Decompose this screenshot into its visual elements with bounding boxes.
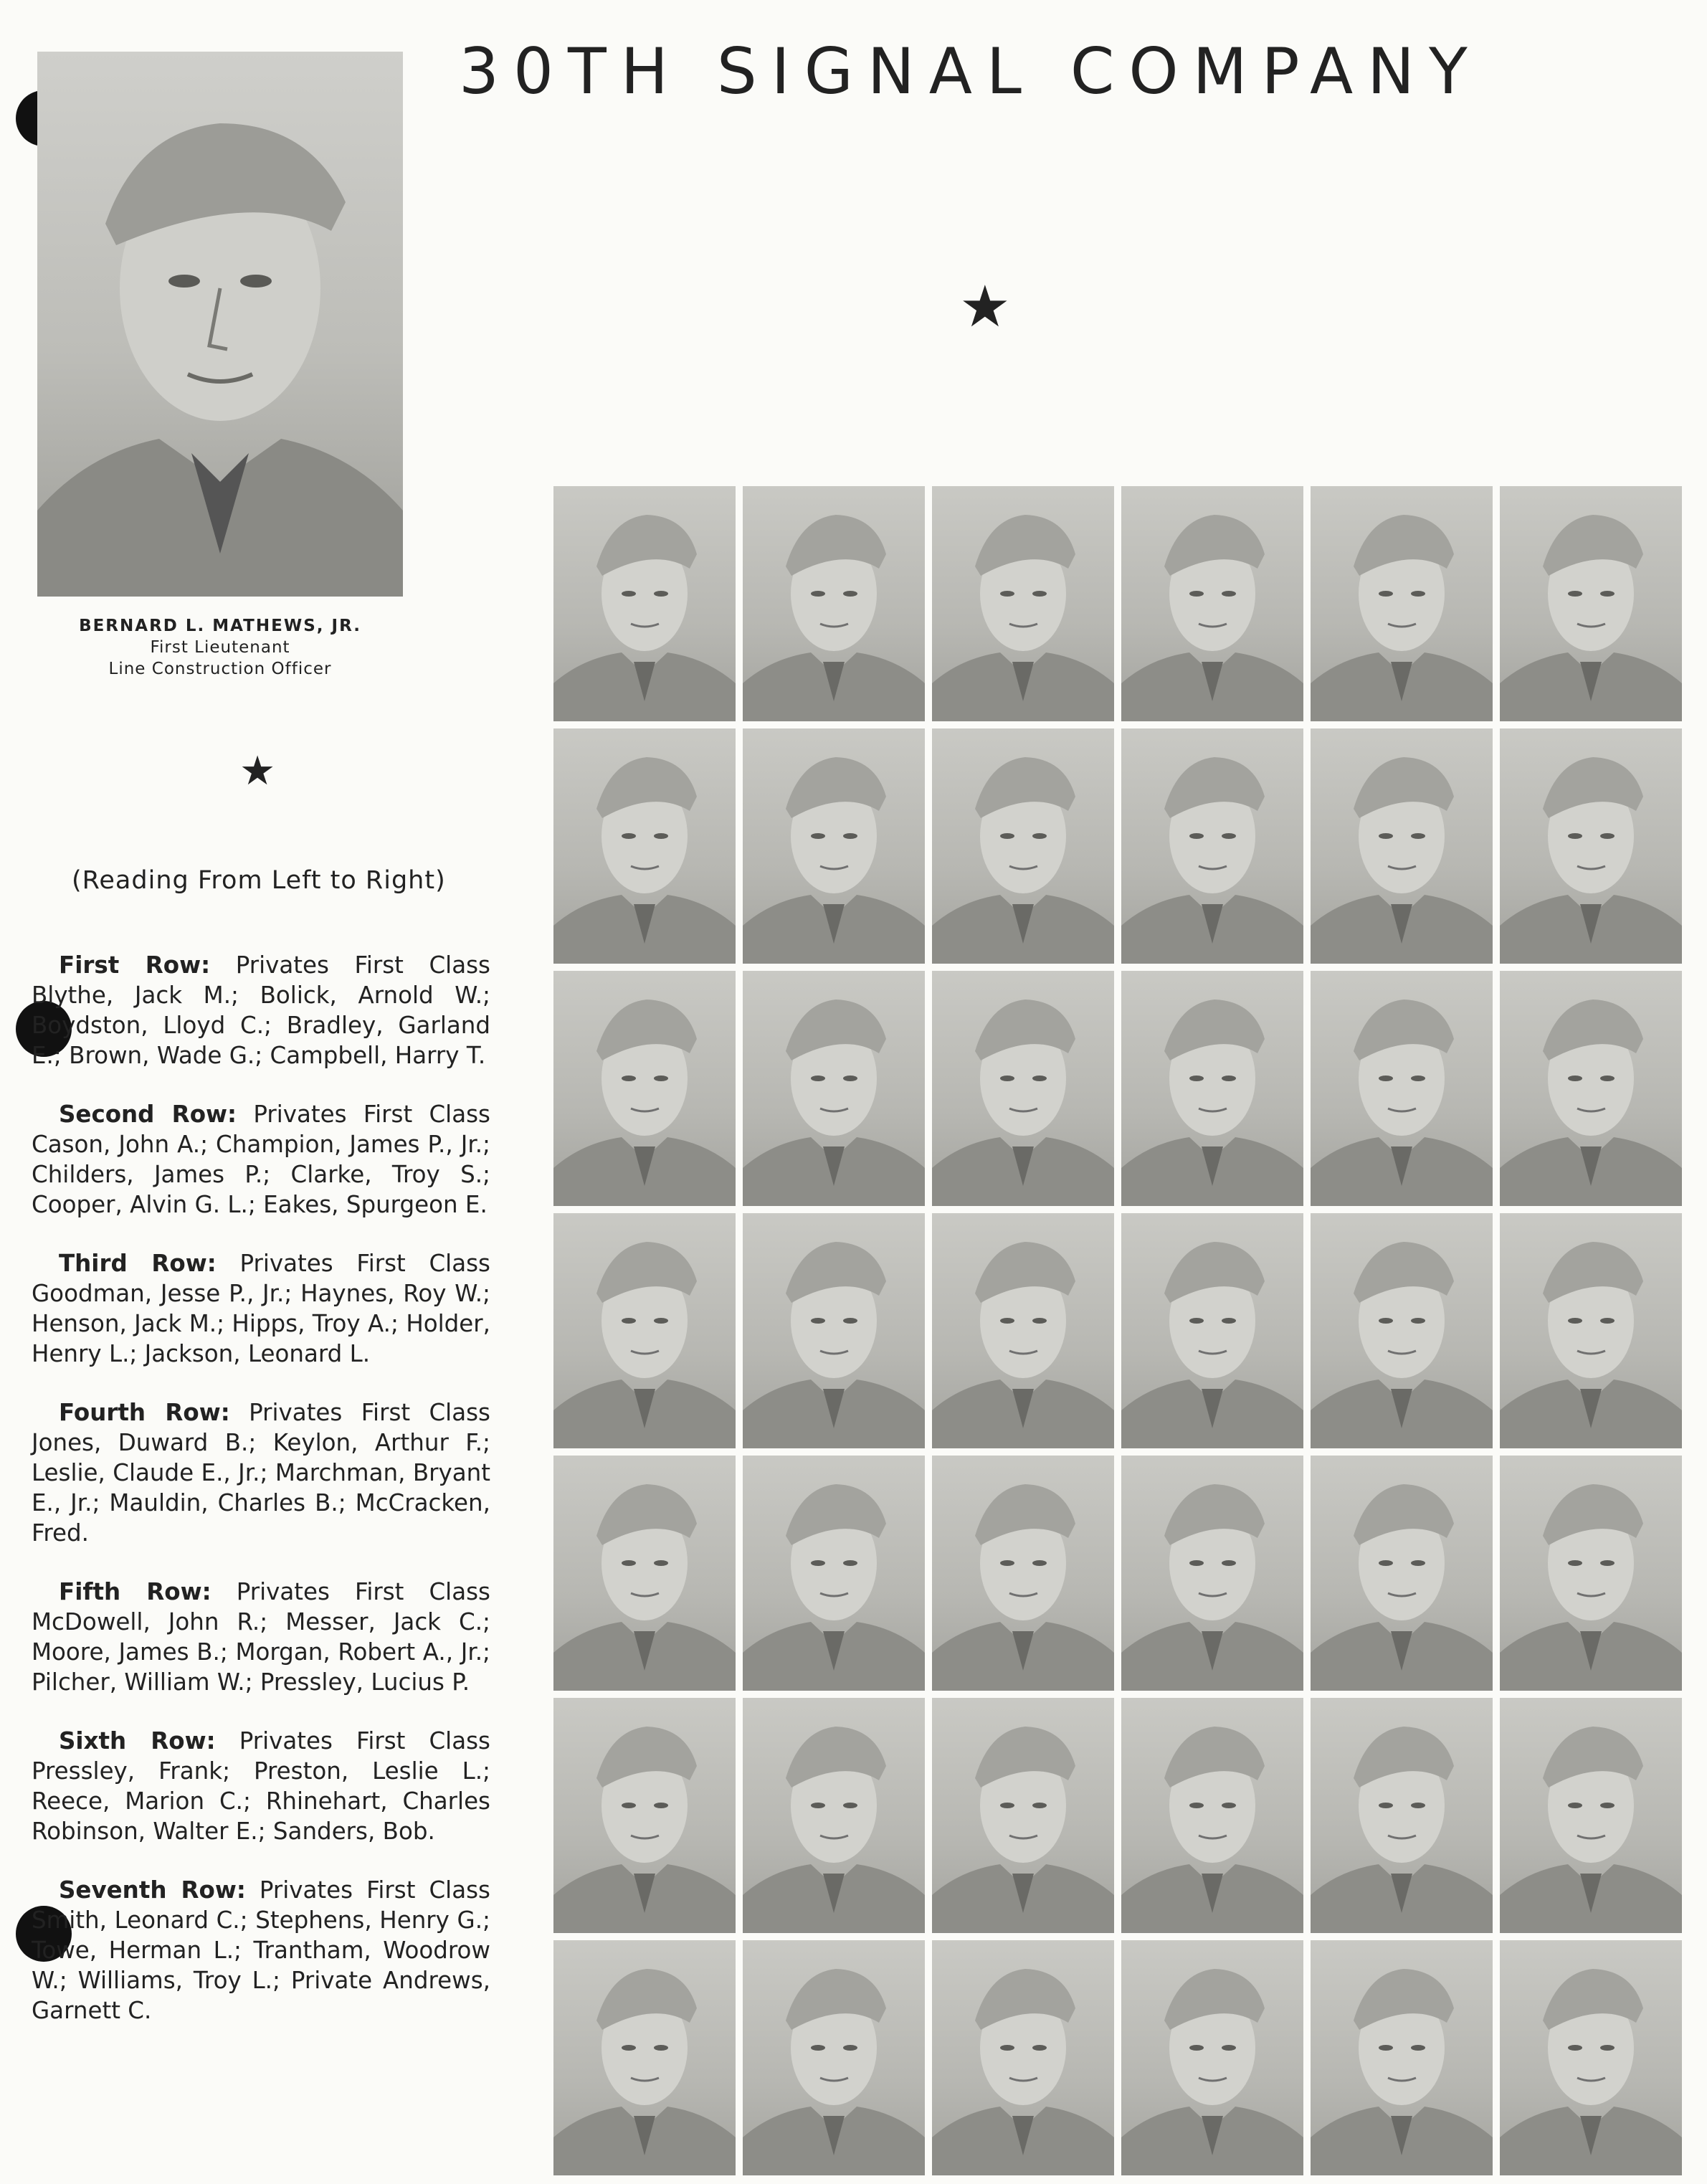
- soldier-portrait: [1311, 1213, 1493, 1448]
- soldier-portrait: [1500, 728, 1682, 964]
- page-title: 30TH SIGNAL COMPANY: [459, 34, 1482, 108]
- soldier-portrait: [1121, 971, 1303, 1206]
- reading-note: (Reading From Left to Right): [72, 866, 446, 895]
- soldier-portrait: [1121, 1456, 1303, 1691]
- soldier-portrait: [932, 1213, 1114, 1448]
- soldier-portrait: [1500, 486, 1682, 721]
- soldier-portrait: [1121, 1698, 1303, 1933]
- row-entry: First Row: Privates First Class Blythe, Jack M.; Bolick, Arnold W.; Boydston, Lloyd C.; Bradley, Garland E.; Brown, Wade G.; Campbell, Harry T.: [32, 951, 490, 1069]
- row-entry: Second Row: Privates First Class Cason, John A.; Champion, James P., Jr.; Childers, James P.; Clarke, Troy S.; Cooper, Alvin G. L.; Eakes, Spurgeon E.: [32, 1100, 490, 1218]
- soldier-portrait: [932, 728, 1114, 964]
- soldier-portrait: [743, 728, 925, 964]
- row-listing: [32, 926, 490, 2054]
- soldier-portrait: [743, 1698, 925, 1933]
- soldier-portrait: [743, 1940, 925, 2175]
- soldier-portrait: [1500, 971, 1682, 1206]
- soldier-portrait: [553, 971, 736, 1206]
- soldier-portrait: [1311, 1456, 1493, 1691]
- soldier-portrait: [553, 486, 736, 721]
- row-entry: Seventh Row: Privates First Class Smith, Leonard C.; Stephens, Henry G.; Towe, Herman L.; Trantham, Woodrow W.; Williams, Troy L.; Private Andrews, Garnett C.: [32, 1876, 490, 2024]
- soldier-portrait: [1311, 971, 1493, 1206]
- soldier-portrait: [553, 1213, 736, 1448]
- soldier-portrait: [1311, 728, 1493, 964]
- soldier-portrait: [1500, 1213, 1682, 1448]
- row-entry: Third Row: Privates First Class Goodman, Jesse P., Jr.; Haynes, Roy W.; Henson, Jack M.; Hipps, Troy A.; Holder, Henry L.; Jackson, Leonard L.: [32, 1249, 490, 1367]
- officer-rank: First Lieutenant: [150, 638, 290, 657]
- soldier-portrait: [1121, 1940, 1303, 2175]
- row-entry: Sixth Row: Privates First Class Pressley, Frank; Preston, Leslie L.; Reece, Marion C.; Rhinehart, Charles Robinson, Walter E.; Sanders, Bob.: [32, 1727, 490, 1845]
- soldier-portrait: [1121, 728, 1303, 964]
- soldier-portrait: [553, 1456, 736, 1691]
- soldier-portrait: [1500, 1940, 1682, 2175]
- soldier-portrait: [932, 1698, 1114, 1933]
- soldier-portrait: [553, 728, 736, 964]
- portrait-grid: [553, 486, 1682, 2175]
- soldier-portrait: [1121, 486, 1303, 721]
- soldier-portrait: [932, 1456, 1114, 1691]
- star-icon: ★: [959, 273, 1011, 340]
- star-icon: ★: [239, 748, 276, 794]
- soldier-portrait: [553, 1698, 736, 1933]
- soldier-portrait: [1500, 1698, 1682, 1933]
- soldier-portrait: [743, 486, 925, 721]
- soldier-portrait: [1311, 486, 1493, 721]
- officer-position: Line Construction Officer: [108, 660, 332, 678]
- soldier-portrait: [932, 971, 1114, 1206]
- officer-caption: [37, 615, 403, 680]
- soldier-portrait: [932, 1940, 1114, 2175]
- soldier-portrait: [1121, 1213, 1303, 1448]
- soldier-portrait: [1500, 1456, 1682, 1691]
- row-entry: Fourth Row: Privates First Class Jones, Duward B.; Keylon, Arthur F.; Leslie, Claude E., Jr.; Marchman, Bryant E., Jr.; Mauldin, Charles B.; McCracken, Fred.: [32, 1398, 490, 1547]
- soldier-portrait: [743, 971, 925, 1206]
- soldier-portrait: [1311, 1698, 1493, 1933]
- soldier-portrait: [743, 1456, 925, 1691]
- soldier-portrait: [932, 486, 1114, 721]
- soldier-portrait: [1311, 1940, 1493, 2175]
- row-entry: Fifth Row: Privates First Class McDowell, John R.; Messer, Jack C.; Moore, James B.; Morgan, Robert A., Jr.; Pilcher, William W.; Pressley, Lucius P.: [32, 1577, 490, 1696]
- officer-name: BERNARD L. MATHEWS, JR.: [79, 617, 361, 635]
- soldier-portrait: [553, 1940, 736, 2175]
- soldier-portrait: [743, 1213, 925, 1448]
- officer-portrait: [37, 52, 403, 597]
